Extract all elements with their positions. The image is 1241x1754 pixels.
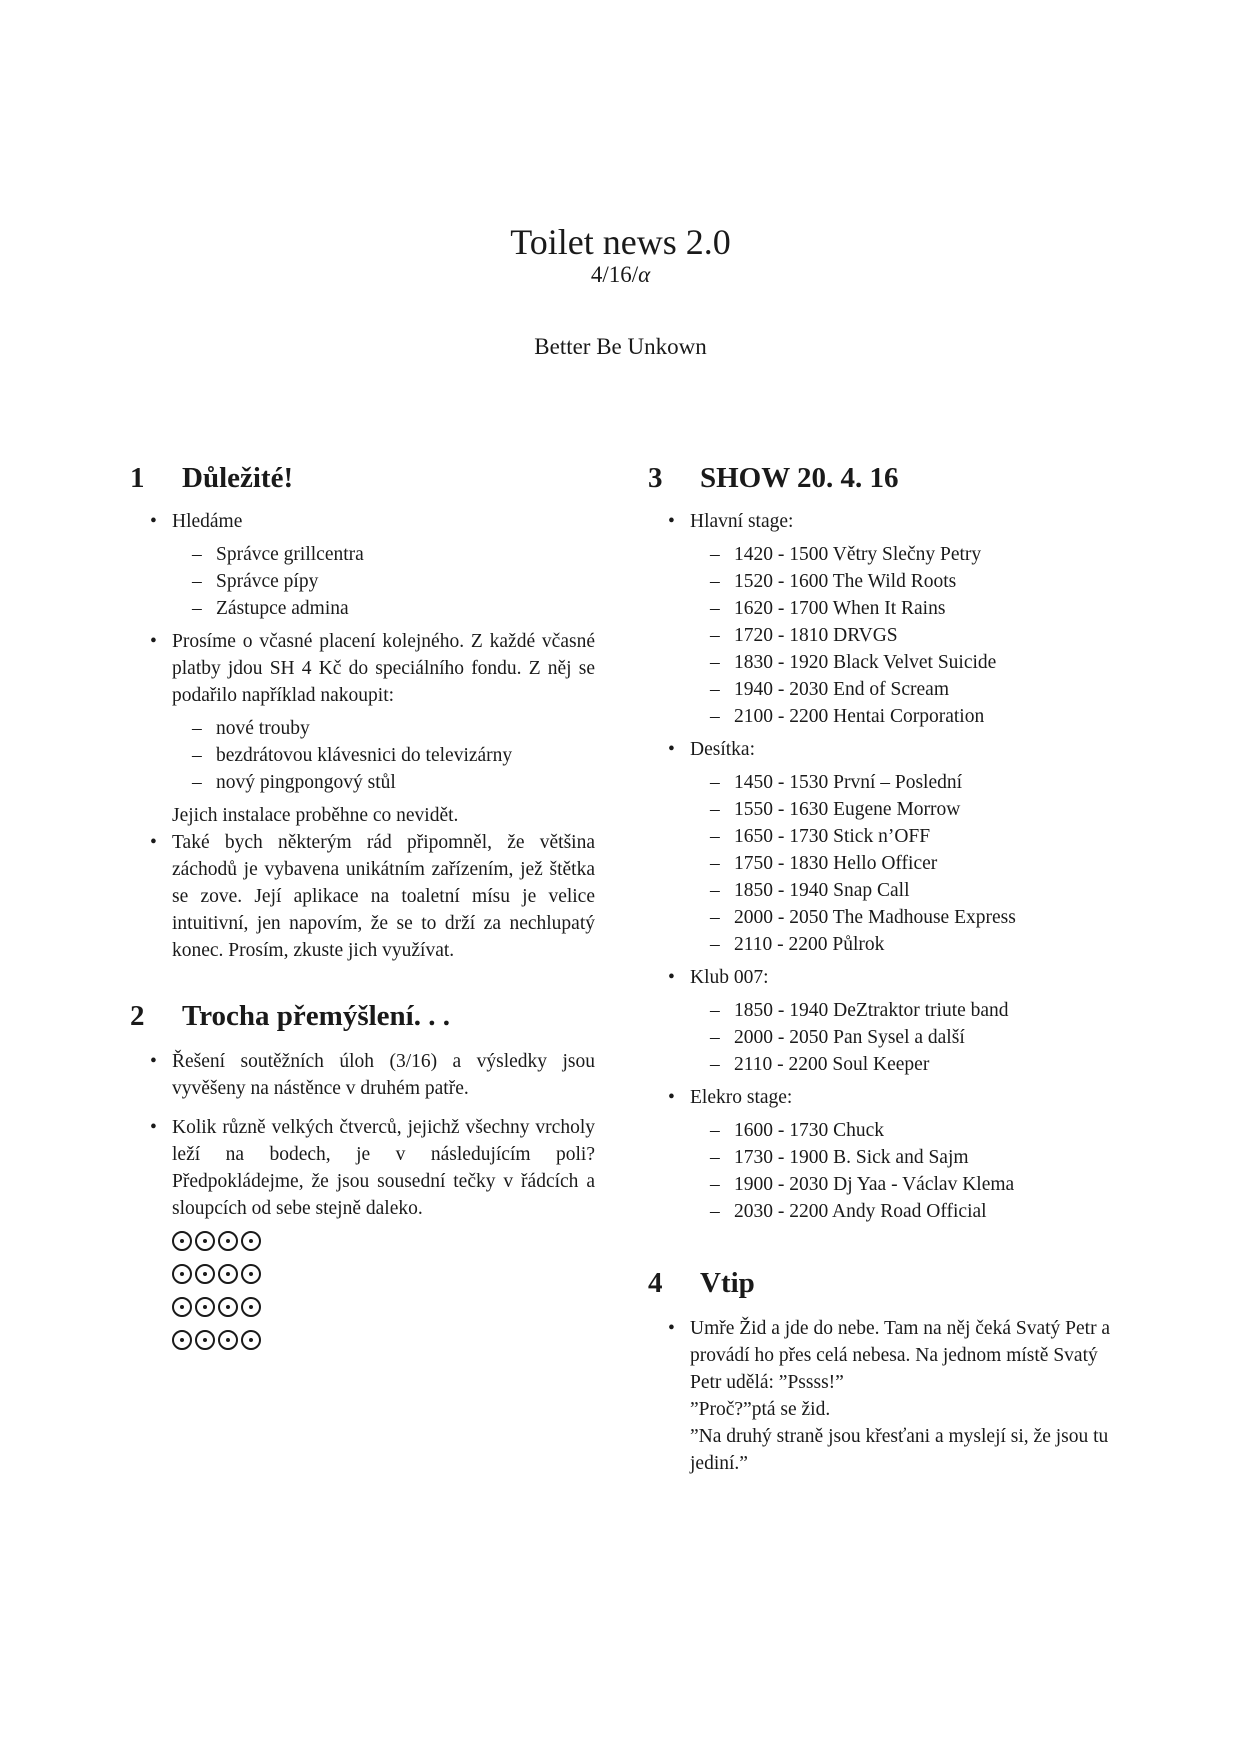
dash-icon: –	[710, 598, 720, 619]
joke-line-2: ”Proč?”ptá se žid.	[690, 1399, 831, 1420]
act-text: 1850 - 1940 DeZtraktor triute band	[734, 1000, 1009, 1021]
stage-name: Klub 007:	[690, 967, 769, 988]
bullet-icon: •	[668, 511, 675, 532]
dash-icon: –	[710, 880, 720, 901]
act-list	[690, 997, 1118, 1078]
circled-dot-icon	[218, 1330, 238, 1350]
bullet-icon: •	[150, 1117, 157, 1138]
left-column	[130, 460, 595, 1356]
section-number: 3	[648, 462, 663, 494]
dash-icon: –	[192, 745, 202, 766]
sublist	[172, 715, 595, 796]
stage-name: Desítka:	[690, 739, 755, 760]
dash-icon: –	[710, 544, 720, 565]
dash-icon: –	[710, 907, 720, 928]
sub-text: bezdrátovou klávesnici do televizárny	[216, 745, 513, 766]
section-number: 1	[130, 462, 145, 494]
date-text: 4/16/	[590, 262, 639, 287]
dash-icon: –	[710, 625, 720, 646]
section-1-list	[130, 508, 595, 964]
act-list	[690, 1117, 1118, 1225]
dash-icon: –	[710, 934, 720, 955]
act-item	[710, 1051, 1118, 1078]
act-item	[710, 541, 1118, 568]
act-item	[710, 877, 1118, 904]
item-text: Prosíme o včasné placení kolejného. Z každé včasné platby jdou SH 4 Kč do speciálního fondu. Z něj se podařilo například nakoupit:	[172, 631, 595, 706]
act-item	[710, 823, 1118, 850]
act-text: 1850 - 1940 Snap Call	[734, 880, 910, 901]
dash-icon: –	[710, 772, 720, 793]
act-text: 1600 - 1730 Chuck	[734, 1120, 885, 1141]
date-alpha: α	[638, 262, 651, 287]
section-heading-3	[648, 460, 1118, 496]
act-item	[710, 931, 1118, 958]
sublist-item	[192, 769, 595, 796]
document-title: Toilet news 2.0	[510, 222, 731, 262]
item-text: Také bych některým rád připomněl, že většina záchodů je vybavena unikátním zařízením, jež štětka se zove. Její aplikace na toaletní mísu je velice intuitivní, jen napovím, že se to drží za nechlupatý konec. Prosím, zkuste jich využívat.	[172, 832, 595, 961]
section-title: Důležité!	[182, 462, 294, 494]
act-text: 2000 - 2050 Pan Sysel a další	[734, 1027, 965, 1048]
sub-text: nový pingpongový stůl	[216, 772, 396, 793]
stage-item	[668, 508, 1118, 730]
stage-list	[648, 508, 1118, 1225]
item-text: Hledáme	[172, 511, 243, 532]
act-item	[710, 1024, 1118, 1051]
act-item	[710, 595, 1118, 622]
act-item	[710, 850, 1118, 877]
circled-dot-icon	[172, 1231, 192, 1251]
circled-dot-icon	[195, 1330, 215, 1350]
act-item	[710, 997, 1118, 1024]
act-item	[710, 904, 1118, 931]
dash-icon: –	[710, 679, 720, 700]
act-text: 2110 - 2200 Půlrok	[734, 934, 885, 955]
bullet-icon: •	[668, 1087, 675, 1108]
dash-icon: –	[192, 718, 202, 739]
dash-icon: –	[710, 706, 720, 727]
circled-dot-icon	[195, 1231, 215, 1251]
list-item	[150, 1114, 595, 1356]
sublist-item	[192, 595, 595, 622]
dash-icon: –	[192, 571, 202, 592]
dash-icon: –	[710, 1054, 720, 1075]
act-item	[710, 1144, 1118, 1171]
section-title: Vtip	[700, 1267, 755, 1299]
act-text: 1620 - 1700 When It Rains	[734, 598, 946, 619]
act-text: 1730 - 1900 B. Sick and Sajm	[734, 1147, 969, 1168]
sub-text: Správce grillcentra	[216, 544, 364, 565]
item-after-text: Jejich instalace proběhne co nevidět.	[172, 805, 459, 826]
section-number: 4	[648, 1267, 663, 1299]
act-item	[710, 568, 1118, 595]
stage-name: Elekro stage:	[690, 1087, 793, 1108]
section-number: 2	[130, 1000, 145, 1032]
dash-icon: –	[710, 1027, 720, 1048]
act-list	[690, 541, 1118, 730]
circled-dot-icon	[241, 1297, 261, 1317]
dash-icon: –	[710, 853, 720, 874]
list-item	[668, 1315, 1118, 1477]
section-2-list	[130, 1048, 595, 1356]
section-heading-1	[130, 460, 595, 496]
bullet-icon: •	[150, 1051, 157, 1072]
act-item	[710, 1198, 1118, 1225]
act-item	[710, 1171, 1118, 1198]
dash-icon: –	[192, 544, 202, 565]
sublist	[172, 541, 595, 622]
circled-dot-icon	[241, 1330, 261, 1350]
dash-icon: –	[710, 652, 720, 673]
dot-row	[172, 1323, 595, 1356]
section-title: Trocha přemýšlení. . .	[182, 1000, 450, 1032]
act-text: 2030 - 2200 Andy Road Official	[734, 1201, 987, 1222]
act-text: 1550 - 1630 Eugene Morrow	[734, 799, 961, 820]
bullet-icon: •	[668, 967, 675, 988]
list-item	[150, 829, 595, 964]
stage-item	[668, 736, 1118, 958]
stage-item	[668, 964, 1118, 1078]
act-text: 1830 - 1920 Black Velvet Suicide	[734, 652, 997, 673]
dash-icon: –	[710, 799, 720, 820]
act-text: 1520 - 1600 The Wild Roots	[734, 571, 957, 592]
document-author: Better Be Unkown	[534, 334, 707, 359]
dash-icon: –	[710, 1000, 720, 1021]
circled-dot-icon	[241, 1231, 261, 1251]
act-text: 1940 - 2030 End of Scream	[734, 679, 949, 700]
document-date	[0, 261, 1241, 289]
bullet-icon: •	[150, 631, 157, 652]
circled-dot-icon	[172, 1264, 192, 1284]
act-item	[710, 769, 1118, 796]
bullet-icon: •	[668, 1318, 675, 1339]
circled-dot-icon	[172, 1330, 192, 1350]
sublist-item	[192, 568, 595, 595]
section-title: SHOW 20. 4. 16	[700, 462, 899, 494]
act-item	[710, 622, 1118, 649]
act-item	[710, 796, 1118, 823]
dot-row	[172, 1290, 595, 1323]
dot-row	[172, 1257, 595, 1290]
list-item	[150, 628, 595, 829]
dash-icon: –	[710, 826, 720, 847]
circled-dot-icon	[195, 1264, 215, 1284]
circled-dot-icon	[172, 1297, 192, 1317]
joke-line-3: ”Na druhý straně jsou křesťani a myslejí si, že jsou tu jediní.”	[690, 1426, 1109, 1474]
act-text: 2100 - 2200 Hentai Corporation	[734, 706, 985, 727]
circled-dot-icon	[241, 1264, 261, 1284]
dash-icon: –	[710, 1147, 720, 1168]
sub-text: Správce pípy	[216, 571, 319, 592]
act-item	[710, 703, 1118, 730]
dash-icon: –	[710, 1174, 720, 1195]
act-list	[690, 769, 1118, 958]
list-item	[150, 508, 595, 622]
act-text: 1650 - 1730 Stick n’OFF	[734, 826, 931, 847]
circled-dot-icon	[218, 1264, 238, 1284]
dash-icon: –	[710, 1120, 720, 1141]
stage-name: Hlavní stage:	[690, 511, 794, 532]
item-text: Kolik různě velkých čtverců, jejichž všechny vrcholy leží na bodech, je v následujícím poli? Předpokládejme, že jsou sousední tečky v řádcích a sloupcích od sebe stejně daleko.	[172, 1117, 595, 1219]
sublist-item	[192, 742, 595, 769]
dot-grid	[172, 1224, 595, 1356]
dash-icon: –	[710, 571, 720, 592]
dot-row	[172, 1224, 595, 1257]
bullet-icon: •	[150, 511, 157, 532]
item-text: Řešení soutěžních úloh (3/16) a výsledky jsou vyvěšeny na nástěnce v druhém patře.	[172, 1051, 595, 1099]
section-4-list	[648, 1315, 1118, 1477]
dash-icon: –	[192, 598, 202, 619]
section-heading-4	[648, 1265, 1118, 1301]
sub-text: nové trouby	[216, 718, 310, 739]
circled-dot-icon	[218, 1297, 238, 1317]
act-text: 1750 - 1830 Hello Officer	[734, 853, 938, 874]
list-item	[150, 1048, 595, 1102]
act-item	[710, 649, 1118, 676]
sublist-item	[192, 715, 595, 742]
sub-text: Zástupce admina	[216, 598, 349, 619]
circled-dot-icon	[195, 1297, 215, 1317]
act-text: 2110 - 2200 Soul Keeper	[734, 1054, 930, 1075]
act-item	[710, 1117, 1118, 1144]
section-heading-2	[130, 998, 595, 1034]
stage-item	[668, 1084, 1118, 1225]
sublist-item	[192, 541, 595, 568]
dash-icon: –	[710, 1201, 720, 1222]
joke-line-1: Umře Žid a jde do nebe. Tam na něj čeká Svatý Petr a provádí ho přes celá nebesa. Na jednom místě Svatý Petr udělá: ”Pssss!”	[690, 1318, 1111, 1393]
dash-icon: –	[192, 772, 202, 793]
bullet-icon: •	[668, 739, 675, 760]
act-text: 1450 - 1530 První – Poslední	[734, 772, 963, 793]
act-text: 1900 - 2030 Dj Yaa - Václav Klema	[734, 1174, 1015, 1195]
act-item	[710, 676, 1118, 703]
bullet-icon: •	[150, 832, 157, 853]
act-text: 1420 - 1500 Větry Slečny Petry	[734, 544, 982, 565]
circled-dot-icon	[218, 1231, 238, 1251]
right-column	[648, 460, 1118, 1477]
act-text: 2000 - 2050 The Madhouse Express	[734, 907, 1016, 928]
act-text: 1720 - 1810 DRVGS	[734, 625, 898, 646]
